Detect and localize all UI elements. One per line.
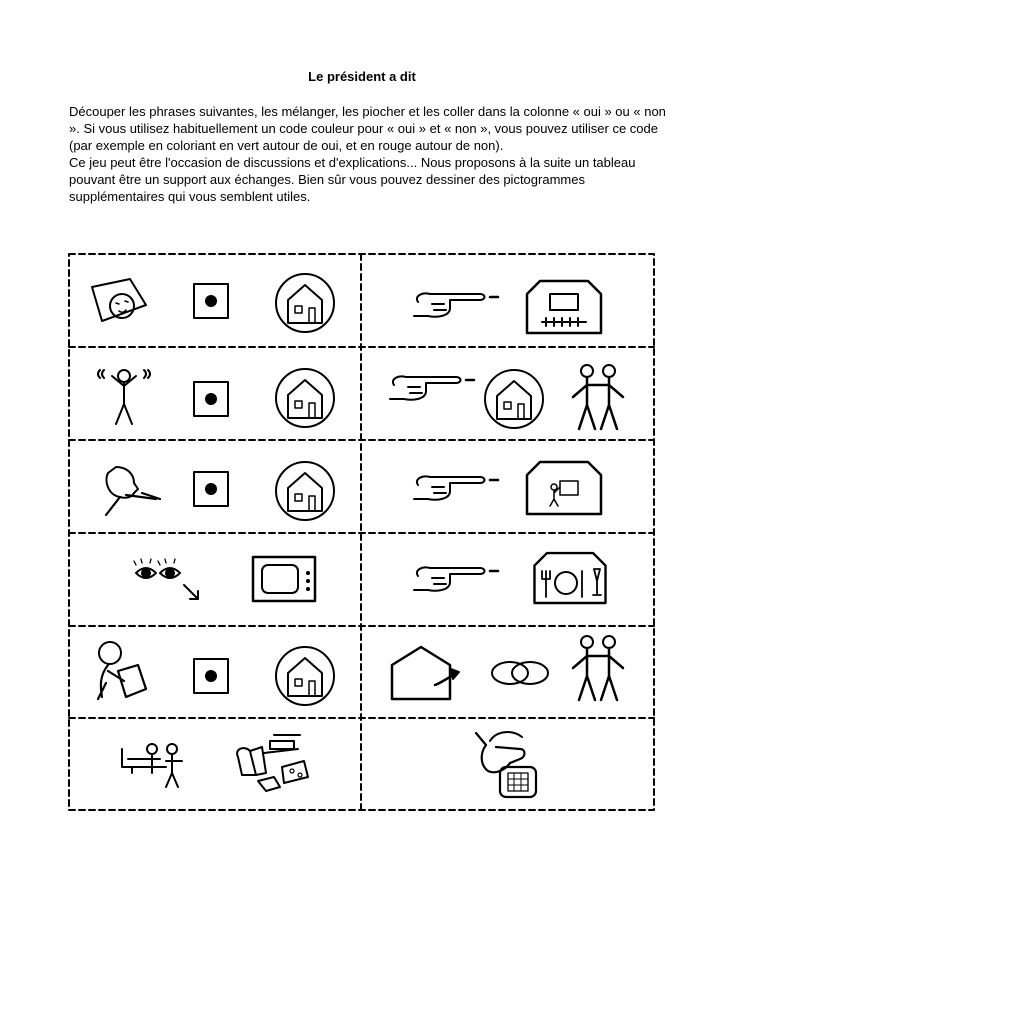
bread-food-icon bbox=[237, 735, 308, 791]
reading-person-icon bbox=[98, 642, 146, 699]
picto-card[interactable] bbox=[414, 462, 601, 514]
house-icon bbox=[276, 462, 334, 520]
sleeping-face-icon bbox=[92, 279, 146, 321]
two-people-icon bbox=[573, 636, 623, 700]
cinema-icon bbox=[527, 281, 601, 333]
school-board-icon bbox=[527, 462, 601, 514]
house-icon bbox=[276, 369, 334, 427]
at-point-icon bbox=[194, 472, 228, 506]
leave-house-icon bbox=[392, 647, 459, 699]
instructions-paragraph: Ce jeu peut être l'occasion de discussions et d'explications... Nous proposons à la suite un tableau pouvant être un support aux échanges. Bien sûr vous pouvez dessiner des pictogrammes supplémentaires qui vous semblent utiles. bbox=[69, 155, 636, 204]
office-workers-icon bbox=[122, 744, 182, 787]
picto-card[interactable] bbox=[476, 732, 536, 797]
at-point-icon bbox=[194, 659, 228, 693]
picto-card[interactable] bbox=[134, 557, 315, 601]
picto-card[interactable] bbox=[390, 365, 623, 429]
instructions bbox=[69, 103, 669, 205]
at-point-icon bbox=[194, 382, 228, 416]
pointing-hand-icon bbox=[390, 376, 474, 399]
picto-card[interactable] bbox=[122, 735, 308, 791]
waking-person-icon bbox=[98, 370, 150, 424]
pointing-hand-icon bbox=[414, 476, 498, 499]
together-rings-icon bbox=[492, 662, 548, 684]
picto-card[interactable] bbox=[98, 642, 334, 705]
house-icon bbox=[485, 370, 543, 428]
television-icon bbox=[253, 557, 315, 601]
instructions-paragraph: Découper les phrases suivantes, les mélanger, les piocher et les coller dans la colonne « oui » ou « non ». Si vous utilisez habituellement un code couleur pour « oui » et « non », vous pouvez utiliser ce code (par exemple en coloriant en vert autour de oui, et en rouge autour de non). bbox=[69, 104, 666, 153]
picto-card[interactable] bbox=[414, 281, 601, 333]
at-point-icon bbox=[194, 284, 228, 318]
picto-card[interactable] bbox=[414, 553, 606, 603]
picto-card[interactable] bbox=[92, 274, 334, 332]
house-icon bbox=[276, 647, 334, 705]
telephone-hand-icon bbox=[476, 732, 536, 797]
picto-card[interactable] bbox=[106, 462, 334, 520]
pointing-hand-icon bbox=[414, 293, 498, 316]
grid-lines bbox=[69, 254, 654, 810]
picto-card-grid bbox=[68, 253, 655, 811]
restaurant-icon bbox=[534, 553, 605, 603]
house-icon bbox=[276, 274, 334, 332]
picto-card[interactable] bbox=[392, 636, 623, 700]
picto-card[interactable] bbox=[98, 369, 334, 427]
pointing-hand-icon bbox=[414, 567, 498, 590]
watching-eyes-icon bbox=[134, 559, 198, 599]
two-people-icon bbox=[573, 365, 623, 429]
page-title: Le président a dit bbox=[308, 69, 416, 84]
brushing-teeth-icon bbox=[106, 467, 160, 515]
